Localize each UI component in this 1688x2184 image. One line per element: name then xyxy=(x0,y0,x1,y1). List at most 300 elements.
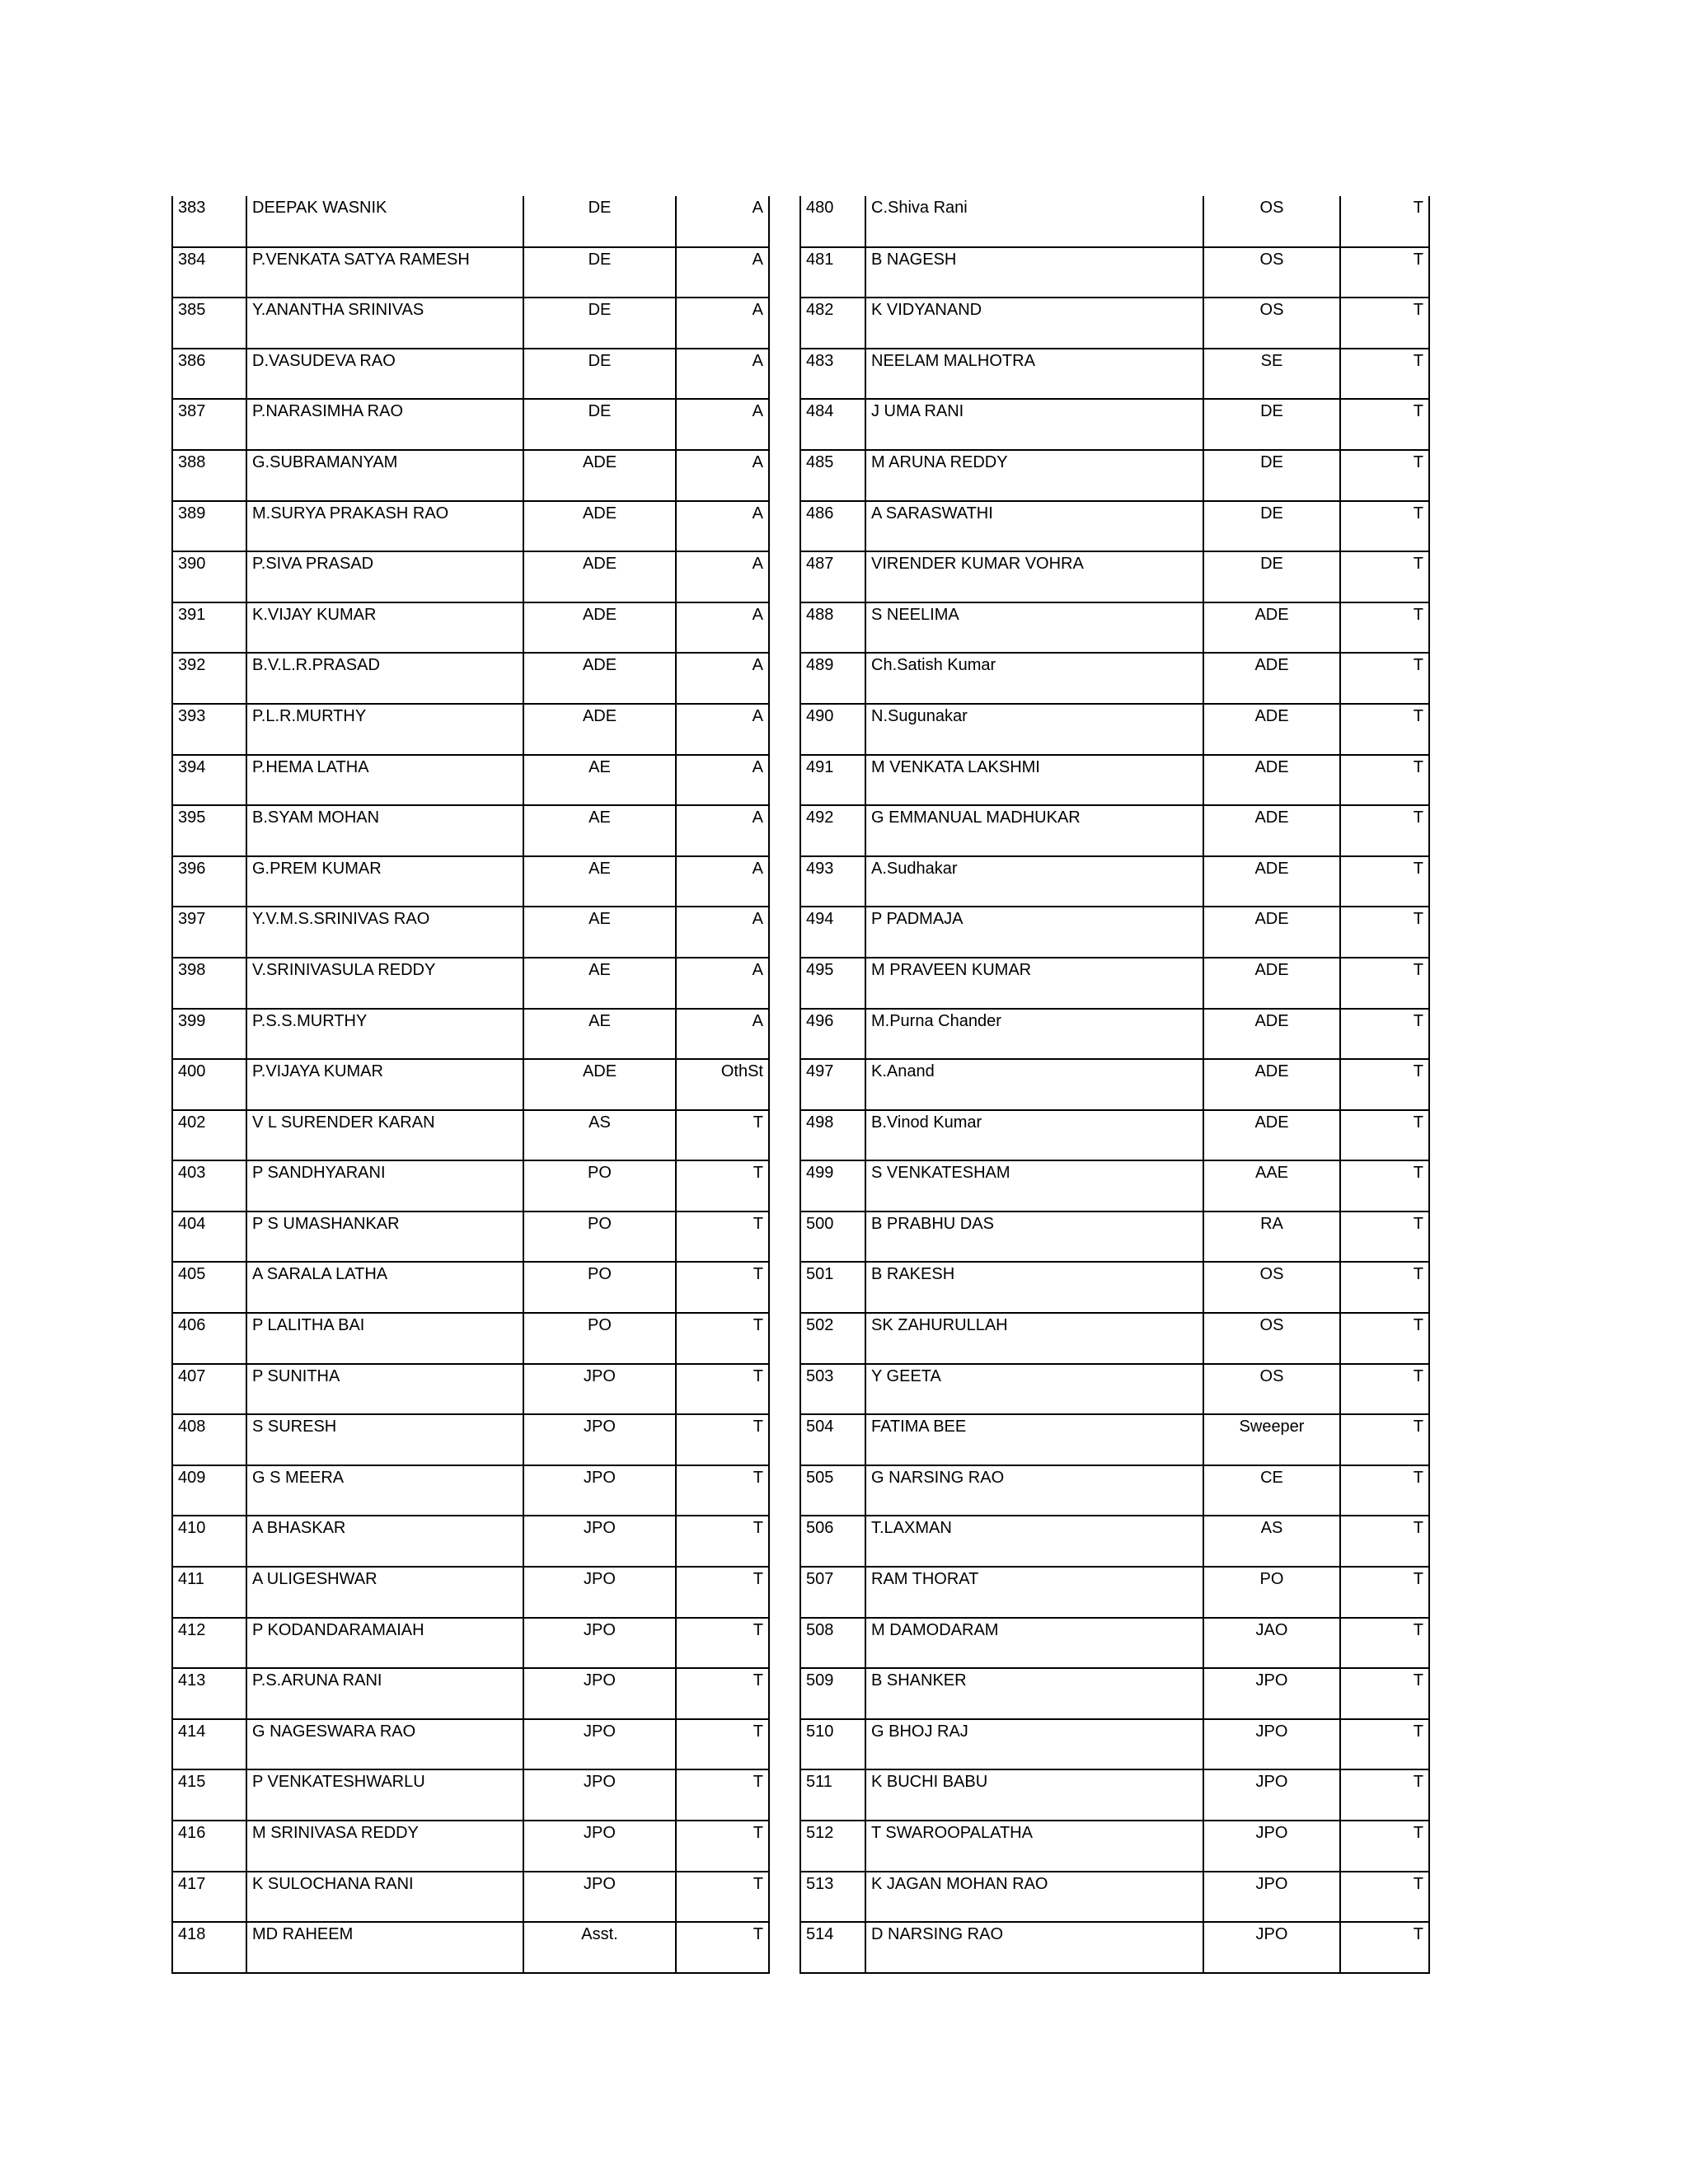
employee-name-cell: P.NARASIMHA RAO xyxy=(246,399,523,450)
category-cell: T xyxy=(1340,247,1429,298)
category-cell: A xyxy=(676,653,769,704)
table-row xyxy=(800,399,1429,450)
category-cell: T xyxy=(1340,551,1429,602)
employee-name-cell: P VENKATESHWARLU xyxy=(246,1769,523,1821)
designation-cell: ADE xyxy=(523,704,676,755)
table-row xyxy=(172,1414,769,1465)
category-cell: T xyxy=(1340,298,1429,349)
serial-number-cell: 410 xyxy=(172,1516,246,1567)
table-row xyxy=(800,247,1429,298)
employee-name-cell: A SARASWATHI xyxy=(865,501,1203,552)
table-row xyxy=(172,602,769,654)
category-cell: T xyxy=(676,1872,769,1923)
employee-name-cell: A SARALA LATHA xyxy=(246,1262,523,1313)
table-row xyxy=(172,450,769,501)
table-row xyxy=(800,1364,1429,1415)
table-row xyxy=(172,653,769,704)
table-row xyxy=(800,1567,1429,1618)
employee-name-cell: M ARUNA REDDY xyxy=(865,450,1203,501)
designation-cell: DE xyxy=(523,349,676,400)
table-row xyxy=(172,1567,769,1618)
designation-cell: AAE xyxy=(1203,1160,1340,1212)
serial-number-cell: 508 xyxy=(800,1618,865,1669)
category-cell: T xyxy=(1340,196,1429,247)
employee-name-cell: P.HEMA LATHA xyxy=(246,755,523,806)
serial-number-cell: 484 xyxy=(800,399,865,450)
left-table-body xyxy=(172,196,769,1973)
employee-name-cell: M.Purna Chander xyxy=(865,1009,1203,1060)
category-cell: A xyxy=(676,907,769,958)
serial-number-cell: 391 xyxy=(172,602,246,654)
serial-number-cell: 510 xyxy=(800,1719,865,1770)
employee-name-cell: S VENKATESHAM xyxy=(865,1160,1203,1212)
serial-number-cell: 483 xyxy=(800,349,865,400)
designation-cell: ADE xyxy=(1203,1110,1340,1161)
table-row xyxy=(800,1262,1429,1313)
table-row xyxy=(172,247,769,298)
category-cell: A xyxy=(676,450,769,501)
serial-number-cell: 489 xyxy=(800,653,865,704)
employee-name-cell: B SHANKER xyxy=(865,1668,1203,1719)
serial-number-cell: 404 xyxy=(172,1212,246,1263)
designation-cell: ADE xyxy=(523,450,676,501)
category-cell: A xyxy=(676,602,769,654)
designation-cell: JPO xyxy=(523,1872,676,1923)
category-cell: T xyxy=(1340,1212,1429,1263)
designation-cell: AE xyxy=(523,907,676,958)
table-row xyxy=(172,1719,769,1770)
employee-name-cell: K BUCHI BABU xyxy=(865,1769,1203,1821)
table-row xyxy=(800,1872,1429,1923)
designation-cell: JPO xyxy=(523,1719,676,1770)
serial-number-cell: 488 xyxy=(800,602,865,654)
serial-number-cell: 511 xyxy=(800,1769,865,1821)
category-cell: T xyxy=(676,1110,769,1161)
serial-number-cell: 412 xyxy=(172,1618,246,1669)
employee-name-cell: Y.ANANTHA SRINIVAS xyxy=(246,298,523,349)
table-row xyxy=(800,907,1429,958)
designation-cell: ADE xyxy=(1203,704,1340,755)
table-row xyxy=(800,958,1429,1009)
serial-number-cell: 392 xyxy=(172,653,246,704)
employee-name-cell: K.Anand xyxy=(865,1059,1203,1110)
employee-name-cell: Ch.Satish Kumar xyxy=(865,653,1203,704)
table-row xyxy=(172,1872,769,1923)
table-row xyxy=(800,450,1429,501)
category-cell: A xyxy=(676,551,769,602)
serial-number-cell: 498 xyxy=(800,1110,865,1161)
category-cell: A xyxy=(676,704,769,755)
employee-name-cell: J UMA RANI xyxy=(865,399,1203,450)
serial-number-cell: 506 xyxy=(800,1516,865,1567)
table-row xyxy=(172,1313,769,1364)
table-row xyxy=(800,602,1429,654)
employee-name-cell: P PADMAJA xyxy=(865,907,1203,958)
serial-number-cell: 395 xyxy=(172,805,246,856)
serial-number-cell: 408 xyxy=(172,1414,246,1465)
serial-number-cell: 415 xyxy=(172,1769,246,1821)
table-row xyxy=(172,1009,769,1060)
employee-name-cell: B.V.L.R.PRASAD xyxy=(246,653,523,704)
employee-name-cell: Y GEETA xyxy=(865,1364,1203,1415)
designation-cell: PO xyxy=(523,1313,676,1364)
designation-cell: SE xyxy=(1203,349,1340,400)
employee-name-cell: P SANDHYARANI xyxy=(246,1160,523,1212)
category-cell: T xyxy=(1340,1364,1429,1415)
category-cell: T xyxy=(676,1262,769,1313)
serial-number-cell: 389 xyxy=(172,501,246,552)
serial-number-cell: 496 xyxy=(800,1009,865,1060)
serial-number-cell: 507 xyxy=(800,1567,865,1618)
serial-number-cell: 386 xyxy=(172,349,246,400)
designation-cell: OS xyxy=(1203,196,1340,247)
serial-number-cell: 407 xyxy=(172,1364,246,1415)
category-cell: T xyxy=(1340,1110,1429,1161)
category-cell: T xyxy=(676,1160,769,1212)
designation-cell: Sweeper xyxy=(1203,1414,1340,1465)
designation-cell: JPO xyxy=(1203,1719,1340,1770)
designation-cell: ADE xyxy=(1203,805,1340,856)
employee-name-cell: G.SUBRAMANYAM xyxy=(246,450,523,501)
employee-name-cell: P.VENKATA SATYA RAMESH xyxy=(246,247,523,298)
serial-number-cell: 505 xyxy=(800,1465,865,1516)
employee-name-cell: S NEELIMA xyxy=(865,602,1203,654)
category-cell: T xyxy=(676,1313,769,1364)
category-cell: A xyxy=(676,399,769,450)
table-row xyxy=(172,805,769,856)
category-cell: A xyxy=(676,349,769,400)
serial-number-cell: 509 xyxy=(800,1668,865,1719)
employee-name-cell: G BHOJ RAJ xyxy=(865,1719,1203,1770)
designation-cell: JPO xyxy=(523,1516,676,1567)
employee-name-cell: DEEPAK WASNIK xyxy=(246,196,523,247)
right-staff-table xyxy=(799,196,1430,1974)
serial-number-cell: 393 xyxy=(172,704,246,755)
employee-name-cell: G NARSING RAO xyxy=(865,1465,1203,1516)
serial-number-cell: 385 xyxy=(172,298,246,349)
category-cell: T xyxy=(1340,1262,1429,1313)
designation-cell: PO xyxy=(1203,1567,1340,1618)
designation-cell: PO xyxy=(523,1262,676,1313)
category-cell: T xyxy=(676,1922,769,1973)
employee-name-cell: P.S.ARUNA RANI xyxy=(246,1668,523,1719)
table-row xyxy=(172,704,769,755)
category-cell: T xyxy=(1340,501,1429,552)
designation-cell: ADE xyxy=(1203,602,1340,654)
category-cell: A xyxy=(676,805,769,856)
employee-name-cell: N.Sugunakar xyxy=(865,704,1203,755)
table-row xyxy=(800,196,1429,247)
employee-name-cell: B NAGESH xyxy=(865,247,1203,298)
designation-cell: DE xyxy=(523,196,676,247)
table-row xyxy=(172,1212,769,1263)
table-row xyxy=(800,1313,1429,1364)
category-cell: T xyxy=(1340,1059,1429,1110)
category-cell: T xyxy=(676,1364,769,1415)
serial-number-cell: 396 xyxy=(172,856,246,907)
serial-number-cell: 514 xyxy=(800,1922,865,1973)
designation-cell: ADE xyxy=(1203,1009,1340,1060)
employee-name-cell: S SURESH xyxy=(246,1414,523,1465)
serial-number-cell: 482 xyxy=(800,298,865,349)
table-row xyxy=(172,298,769,349)
table-row xyxy=(172,501,769,552)
employee-name-cell: B.Vinod Kumar xyxy=(865,1110,1203,1161)
employee-name-cell: K.VIJAY KUMAR xyxy=(246,602,523,654)
designation-cell: JPO xyxy=(523,1668,676,1719)
table-row xyxy=(172,907,769,958)
employee-name-cell: T.LAXMAN xyxy=(865,1516,1203,1567)
category-cell: A xyxy=(676,755,769,806)
employee-name-cell: P SUNITHA xyxy=(246,1364,523,1415)
category-cell: T xyxy=(676,1618,769,1669)
employee-name-cell: K JAGAN MOHAN RAO xyxy=(865,1872,1203,1923)
serial-number-cell: 418 xyxy=(172,1922,246,1973)
employee-name-cell: M VENKATA LAKSHMI xyxy=(865,755,1203,806)
serial-number-cell: 384 xyxy=(172,247,246,298)
designation-cell: ADE xyxy=(1203,1059,1340,1110)
designation-cell: JPO xyxy=(523,1465,676,1516)
designation-cell: ADE xyxy=(1203,907,1340,958)
table-row xyxy=(800,1719,1429,1770)
table-row xyxy=(172,1821,769,1872)
category-cell: T xyxy=(1340,1618,1429,1669)
employee-name-cell: RAM THORAT xyxy=(865,1567,1203,1618)
table-row xyxy=(800,1160,1429,1212)
designation-cell: DE xyxy=(1203,501,1340,552)
table-row xyxy=(172,551,769,602)
category-cell: T xyxy=(676,1465,769,1516)
serial-number-cell: 397 xyxy=(172,907,246,958)
serial-number-cell: 399 xyxy=(172,1009,246,1060)
designation-cell: ADE xyxy=(1203,856,1340,907)
employee-name-cell: MD RAHEEM xyxy=(246,1922,523,1973)
designation-cell: JPO xyxy=(523,1567,676,1618)
employee-name-cell: Y.V.M.S.SRINIVAS RAO xyxy=(246,907,523,958)
employee-name-cell: M SRINIVASA REDDY xyxy=(246,1821,523,1872)
category-cell: T xyxy=(1340,1160,1429,1212)
left-staff-table xyxy=(171,196,770,1974)
category-cell: OthSt xyxy=(676,1059,769,1110)
designation-cell: ADE xyxy=(523,602,676,654)
category-cell: T xyxy=(1340,1769,1429,1821)
employee-name-cell: G S MEERA xyxy=(246,1465,523,1516)
serial-number-cell: 413 xyxy=(172,1668,246,1719)
employee-name-cell: P.SIVA PRASAD xyxy=(246,551,523,602)
designation-cell: PO xyxy=(523,1212,676,1263)
serial-number-cell: 416 xyxy=(172,1821,246,1872)
designation-cell: DE xyxy=(1203,551,1340,602)
employee-name-cell: P.VIJAYA KUMAR xyxy=(246,1059,523,1110)
table-row xyxy=(172,399,769,450)
category-cell: T xyxy=(1340,1516,1429,1567)
employee-name-cell: SK ZAHURULLAH xyxy=(865,1313,1203,1364)
designation-cell: JPO xyxy=(1203,1922,1340,1973)
category-cell: T xyxy=(1340,602,1429,654)
serial-number-cell: 493 xyxy=(800,856,865,907)
category-cell: A xyxy=(676,196,769,247)
employee-name-cell: FATIMA BEE xyxy=(865,1414,1203,1465)
table-row xyxy=(800,349,1429,400)
table-row xyxy=(172,1618,769,1669)
designation-cell: JPO xyxy=(1203,1821,1340,1872)
serial-number-cell: 500 xyxy=(800,1212,865,1263)
serial-number-cell: 512 xyxy=(800,1821,865,1872)
category-cell: T xyxy=(676,1821,769,1872)
category-cell: A xyxy=(676,1009,769,1060)
category-cell: T xyxy=(1340,1668,1429,1719)
serial-number-cell: 501 xyxy=(800,1262,865,1313)
designation-cell: JPO xyxy=(523,1769,676,1821)
category-cell: T xyxy=(676,1719,769,1770)
table-row xyxy=(172,856,769,907)
designation-cell: AS xyxy=(1203,1516,1340,1567)
serial-number-cell: 405 xyxy=(172,1262,246,1313)
table-row xyxy=(172,1262,769,1313)
designation-cell: DE xyxy=(1203,450,1340,501)
category-cell: T xyxy=(1340,399,1429,450)
employee-name-cell: B RAKESH xyxy=(865,1262,1203,1313)
designation-cell: OS xyxy=(1203,1262,1340,1313)
designation-cell: ADE xyxy=(523,653,676,704)
category-cell: T xyxy=(1340,856,1429,907)
employee-name-cell: K VIDYANAND xyxy=(865,298,1203,349)
table-row xyxy=(800,1059,1429,1110)
designation-cell: OS xyxy=(1203,1364,1340,1415)
designation-cell: OS xyxy=(1203,247,1340,298)
designation-cell: ADE xyxy=(523,501,676,552)
category-cell: T xyxy=(1340,349,1429,400)
serial-number-cell: 485 xyxy=(800,450,865,501)
serial-number-cell: 490 xyxy=(800,704,865,755)
serial-number-cell: 499 xyxy=(800,1160,865,1212)
category-cell: T xyxy=(1340,755,1429,806)
table-row xyxy=(172,1110,769,1161)
serial-number-cell: 504 xyxy=(800,1414,865,1465)
designation-cell: ADE xyxy=(1203,755,1340,806)
category-cell: T xyxy=(1340,1567,1429,1618)
designation-cell: RA xyxy=(1203,1212,1340,1263)
designation-cell: JPO xyxy=(523,1618,676,1669)
table-row xyxy=(172,1059,769,1110)
serial-number-cell: 491 xyxy=(800,755,865,806)
serial-number-cell: 497 xyxy=(800,1059,865,1110)
serial-number-cell: 417 xyxy=(172,1872,246,1923)
category-cell: A xyxy=(676,501,769,552)
designation-cell: AS xyxy=(523,1110,676,1161)
table-row xyxy=(800,1618,1429,1669)
employee-name-cell: A.Sudhakar xyxy=(865,856,1203,907)
employee-name-cell: T SWAROOPALATHA xyxy=(865,1821,1203,1872)
serial-number-cell: 481 xyxy=(800,247,865,298)
serial-number-cell: 390 xyxy=(172,551,246,602)
table-row xyxy=(800,856,1429,907)
designation-cell: AE xyxy=(523,958,676,1009)
serial-number-cell: 492 xyxy=(800,805,865,856)
designation-cell: DE xyxy=(523,247,676,298)
employee-name-cell: D NARSING RAO xyxy=(865,1922,1203,1973)
category-cell: T xyxy=(1340,1872,1429,1923)
employee-name-cell: M.SURYA PRAKASH RAO xyxy=(246,501,523,552)
designation-cell: OS xyxy=(1203,1313,1340,1364)
category-cell: A xyxy=(676,298,769,349)
category-cell: T xyxy=(1340,1922,1429,1973)
designation-cell: ADE xyxy=(523,1059,676,1110)
designation-cell: DE xyxy=(1203,399,1340,450)
table-row xyxy=(800,1110,1429,1161)
serial-number-cell: 494 xyxy=(800,907,865,958)
employee-name-cell: VIRENDER KUMAR VOHRA xyxy=(865,551,1203,602)
employee-name-cell: V L SURENDER KARAN xyxy=(246,1110,523,1161)
category-cell: T xyxy=(1340,1465,1429,1516)
table-row xyxy=(800,1516,1429,1567)
designation-cell: CE xyxy=(1203,1465,1340,1516)
serial-number-cell: 411 xyxy=(172,1567,246,1618)
employee-name-cell: G EMMANUAL MADHUKAR xyxy=(865,805,1203,856)
category-cell: A xyxy=(676,958,769,1009)
employee-name-cell: K SULOCHANA RANI xyxy=(246,1872,523,1923)
category-cell: T xyxy=(676,1769,769,1821)
table-row xyxy=(172,1668,769,1719)
employee-name-cell: P.L.R.MURTHY xyxy=(246,704,523,755)
designation-cell: JPO xyxy=(1203,1769,1340,1821)
table-row xyxy=(172,1465,769,1516)
employee-name-cell: P S UMASHANKAR xyxy=(246,1212,523,1263)
serial-number-cell: 495 xyxy=(800,958,865,1009)
serial-number-cell: 409 xyxy=(172,1465,246,1516)
serial-number-cell: 387 xyxy=(172,399,246,450)
table-row xyxy=(172,1364,769,1415)
designation-cell: Asst. xyxy=(523,1922,676,1973)
designation-cell: JPO xyxy=(523,1414,676,1465)
table-row xyxy=(800,755,1429,806)
designation-cell: ADE xyxy=(523,551,676,602)
table-row xyxy=(172,1769,769,1821)
designation-cell: AE xyxy=(523,805,676,856)
serial-number-cell: 400 xyxy=(172,1059,246,1110)
designation-cell: JPO xyxy=(523,1821,676,1872)
serial-number-cell: 406 xyxy=(172,1313,246,1364)
employee-name-cell: B.SYAM MOHAN xyxy=(246,805,523,856)
designation-cell: OS xyxy=(1203,298,1340,349)
designation-cell: DE xyxy=(523,298,676,349)
serial-number-cell: 402 xyxy=(172,1110,246,1161)
table-row xyxy=(800,1821,1429,1872)
category-cell: T xyxy=(1340,907,1429,958)
category-cell: T xyxy=(1340,1009,1429,1060)
table-row xyxy=(800,551,1429,602)
employee-name-cell: B PRABHU DAS xyxy=(865,1212,1203,1263)
table-row xyxy=(172,755,769,806)
category-cell: T xyxy=(1340,704,1429,755)
category-cell: T xyxy=(676,1212,769,1263)
serial-number-cell: 513 xyxy=(800,1872,865,1923)
table-row xyxy=(800,1414,1429,1465)
category-cell: A xyxy=(676,247,769,298)
table-row xyxy=(800,1668,1429,1719)
designation-cell: PO xyxy=(523,1160,676,1212)
table-row xyxy=(172,196,769,247)
right-table-body xyxy=(800,196,1429,1973)
designation-cell: JPO xyxy=(1203,1668,1340,1719)
employee-name-cell: C.Shiva Rani xyxy=(865,196,1203,247)
serial-number-cell: 394 xyxy=(172,755,246,806)
designation-cell: DE xyxy=(523,399,676,450)
category-cell: T xyxy=(1340,1313,1429,1364)
category-cell: T xyxy=(676,1516,769,1567)
employee-name-cell: V.SRINIVASULA REDDY xyxy=(246,958,523,1009)
category-cell: T xyxy=(676,1414,769,1465)
